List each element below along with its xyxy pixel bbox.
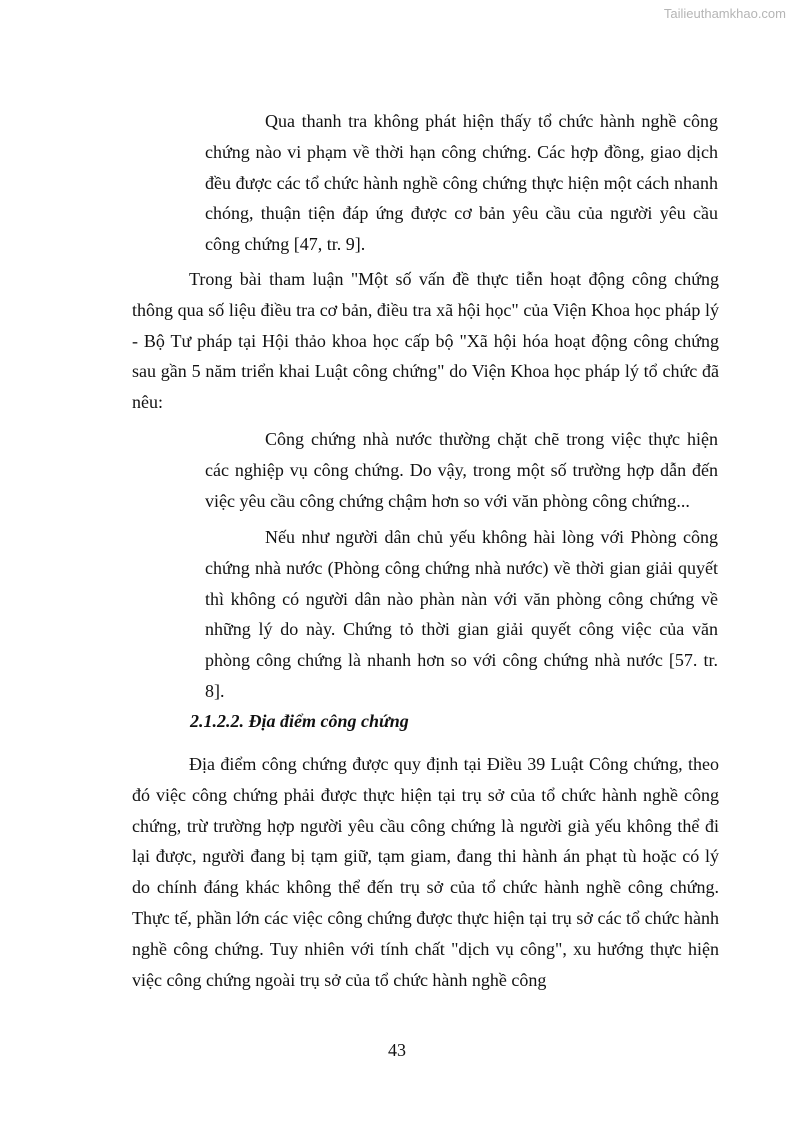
body-paragraph-2: Địa điểm công chứng được quy định tại Điều 39 Luật Công chứng, theo đó việc công chứng phải được thực hiện tại trụ sở của tổ chức hành nghề công chứng, trừ trường hợp người yêu cầu công chứng là người già yếu không thể đi lại được, người đang bị tạm giữ, tạm giam, đang thi hành án phạt tù hoặc có lý do chính đáng khác không thể đến trụ sở của tổ chức hành nghề công chứng. Thực tế, phần lớn các việc công chứng được thực hiện tại trụ sở các tổ chức hành nghề công chứng. Tuy nhiên với tính chất "dịch vụ công", xu hướng thực hiện việc công chứng ngoài trụ sở của tổ chức hành nghề công (132, 754, 719, 990)
page-number: 43 (388, 1040, 406, 1060)
quote-paragraph-2: Công chứng nhà nước thường chặt chẽ trong việc thực hiện các nghiệp vụ công chứng. Do vậy, trong một số trường hợp dẫn đến việc yêu cầu công chứng chậm hơn so với văn phòng công chứng... (205, 429, 718, 511)
quote-paragraph-1: Qua thanh tra không phát hiện thấy tổ chức hành nghề công chứng nào vi phạm về thời hạn công chứng. Các hợp đồng, giao dịch đều được các tổ chức hành nghề công chứng thực hiện một cách nhanh chóng, thuận tiện đáp ứng được cơ bản yêu cầu của người yêu cầu công chứng [47, tr. 9]. (205, 111, 718, 255)
body-paragraph-1: Trong bài tham luận "Một số vấn đề thực tiễn hoạt động công chứng thông qua số liệu điều tra cơ bản, điều tra xã hội học" của Viện Khoa học pháp lý - Bộ Tư pháp tại Hội thảo khoa học cấp bộ "Xã hội hóa hoạt động công chứng sau gần 5 năm triển khai Luật công chứng" do Viện Khoa học pháp lý tổ chức đã nêu: (132, 269, 719, 413)
watermark-text: Tailieuthamkhao.com (663, 6, 786, 21)
quote-paragraph-3: Nếu như người dân chủ yếu không hài lòng với Phòng công chứng nhà nước (Phòng công chứng nhà nước) về thời gian giải quyết thì không có người dân nào phàn nàn với văn phòng công chứng về những lý do này. Chứng tỏ thời gian giải quyết công việc của văn phòng công chứng là nhanh hơn so với công chứng nhà nước [57. tr. 8]. (205, 527, 718, 701)
section-heading: 2.1.2.2. Địa điểm công chứng (190, 711, 409, 731)
